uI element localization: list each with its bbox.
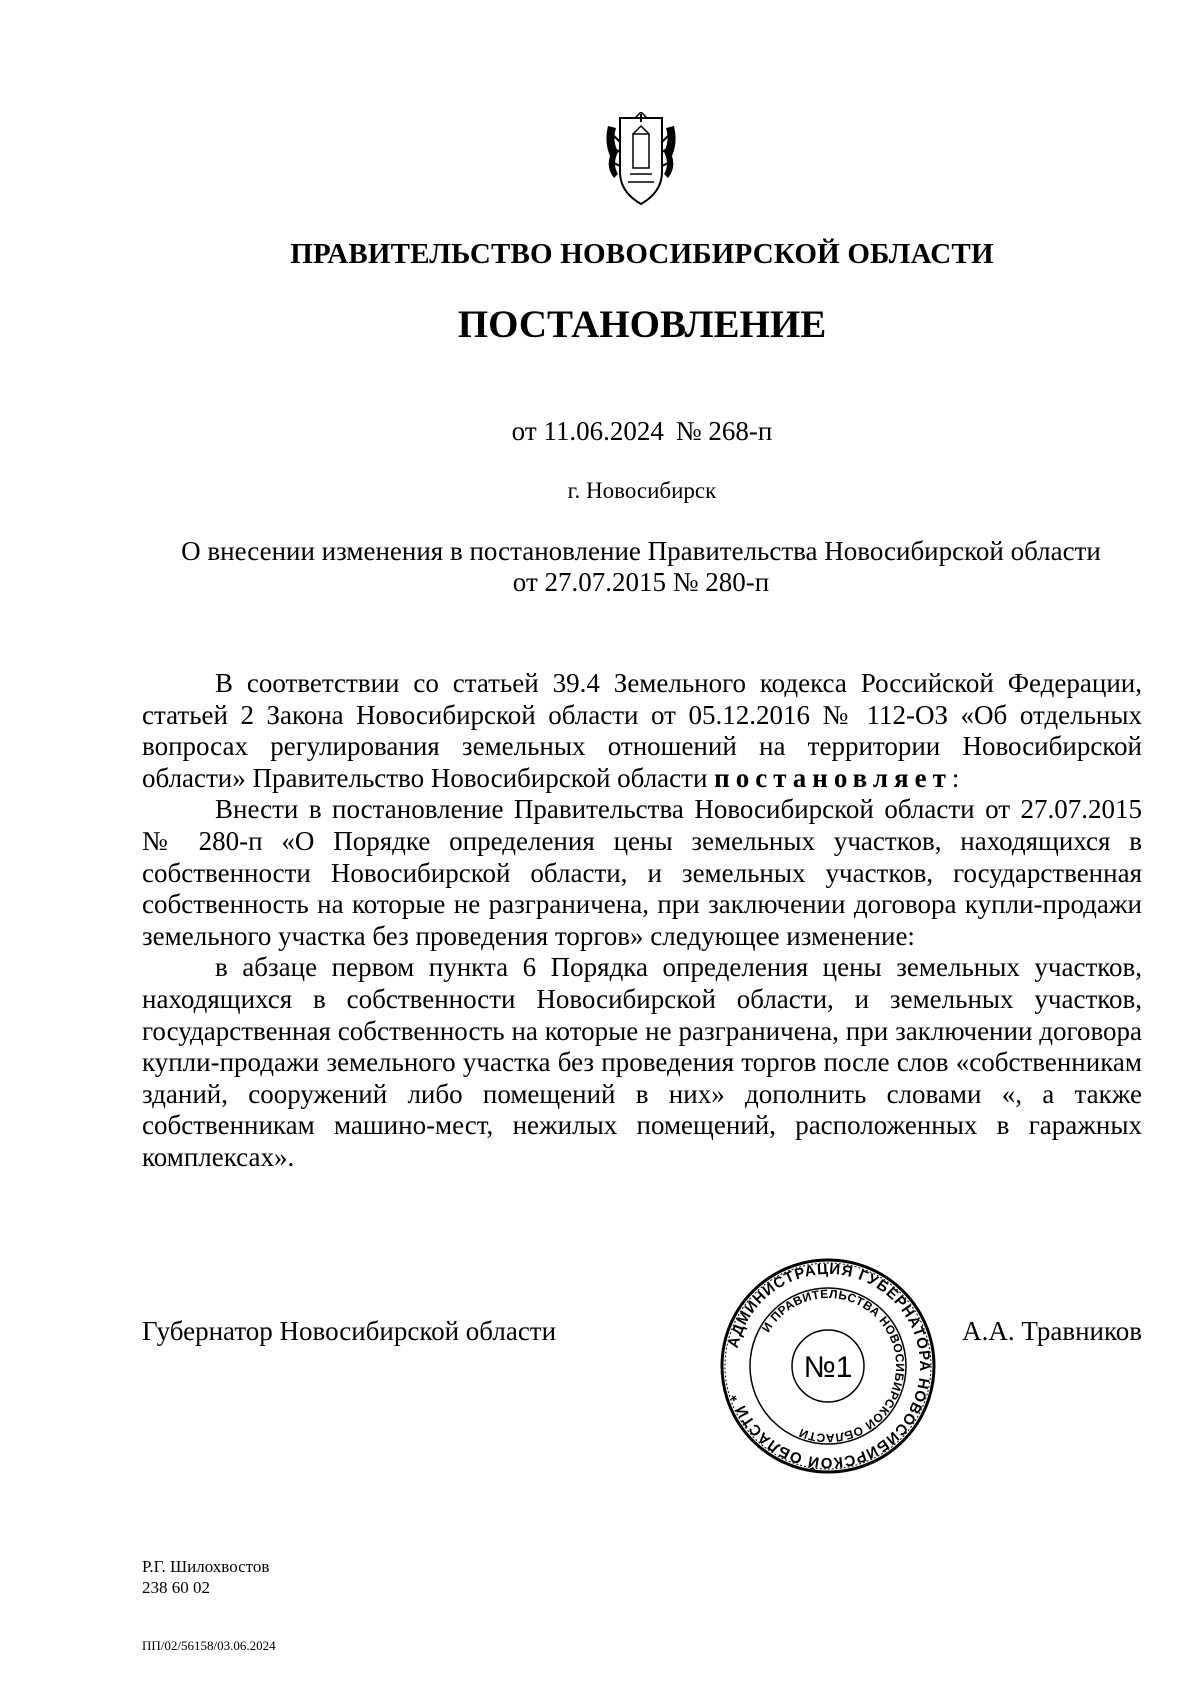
paragraph-amendment: Внести в постановление Правительства Новосибирской области от 27.07.2015 № 280-п «О Порядке определения цены земельных участков, находящихся в собственности Новосибирской области, и земельных участков, государственная собственность на которые не разграничена, при заключении договора купли-продажи земельного участка без проведения торгов» следующее изменение: bbox=[142, 794, 1142, 951]
paragraph-preamble bbox=[142, 668, 1142, 794]
paragraph-change: в абзаце первом пункта 6 Порядка определения цены земельных участков, находящихся в собственности Новосибирской области, и земельных участков, государственная собственность на которые не разграничена, при заключении договора купли-продажи земельного участка без проведения торгов после слов «собственникам зданий, сооружений либо помещений в них» дополнить словами «, а также собственникам машино-мест, нежилых помещений, расположенных в гаражных комплексах». bbox=[142, 952, 1142, 1172]
signatory-role: Губернатор Новосибирской области bbox=[142, 1316, 557, 1346]
seal-center-number: №1 bbox=[803, 1351, 853, 1384]
document-date: от 11.06.2024 bbox=[511, 416, 664, 446]
city: г. Новосибирск bbox=[567, 478, 717, 503]
organization-title: ПРАВИТЕЛЬСТВО НОВОСИБИРСКОЙ ОБЛАСТИ bbox=[290, 238, 994, 270]
coat-of-arms-icon bbox=[600, 112, 682, 210]
executor-name: Р.Г. Шилохвостов bbox=[142, 1557, 270, 1576]
document-number: № 268-п bbox=[675, 416, 773, 446]
document-body bbox=[142, 668, 1142, 1174]
signatory-name: А.А. Травников bbox=[962, 1316, 1142, 1346]
date-number-line bbox=[0, 416, 1200, 447]
document-subject bbox=[140, 536, 1142, 598]
official-seal bbox=[718, 1256, 938, 1476]
seal-inner-text: И ПРАВИТЕЛЬСТВА НОВОСИБИРСКОЙ ОБЛАСТИ bbox=[759, 1286, 908, 1446]
preamble-end: : bbox=[951, 762, 960, 793]
executor-block bbox=[142, 1556, 269, 1598]
seal-outer-text: АДМИНИСТРАЦИЯ ГУБЕРНАТОРА НОВОСИБИРСКОЙ ОБЛАСТИ * bbox=[724, 1260, 934, 1472]
subject-line-1: О внесении изменения в постановление Правительства Новосибирской области bbox=[181, 536, 1101, 566]
resolves-emphasis: постановляет bbox=[714, 762, 952, 793]
document-type-title: ПОСТАНОВЛЕНИЕ bbox=[457, 303, 827, 346]
executor-phone: 238 60 02 bbox=[142, 1578, 210, 1597]
subject-line-2: от 27.07.2015 № 280-п bbox=[512, 567, 770, 597]
document-reference: ПП/02/56158/03.06.2024 bbox=[142, 1638, 276, 1653]
preamble-text: В соответствии со статьей 39.4 Земельного кодекса Российской Федерации, статьей 2 Закона Новосибирской области от 05.12.2016 № 112-ОЗ «Об отдельных вопросах регулирования земельных отношений на территории Новосибирской области» Правительство Новосибирской области bbox=[142, 668, 1142, 793]
